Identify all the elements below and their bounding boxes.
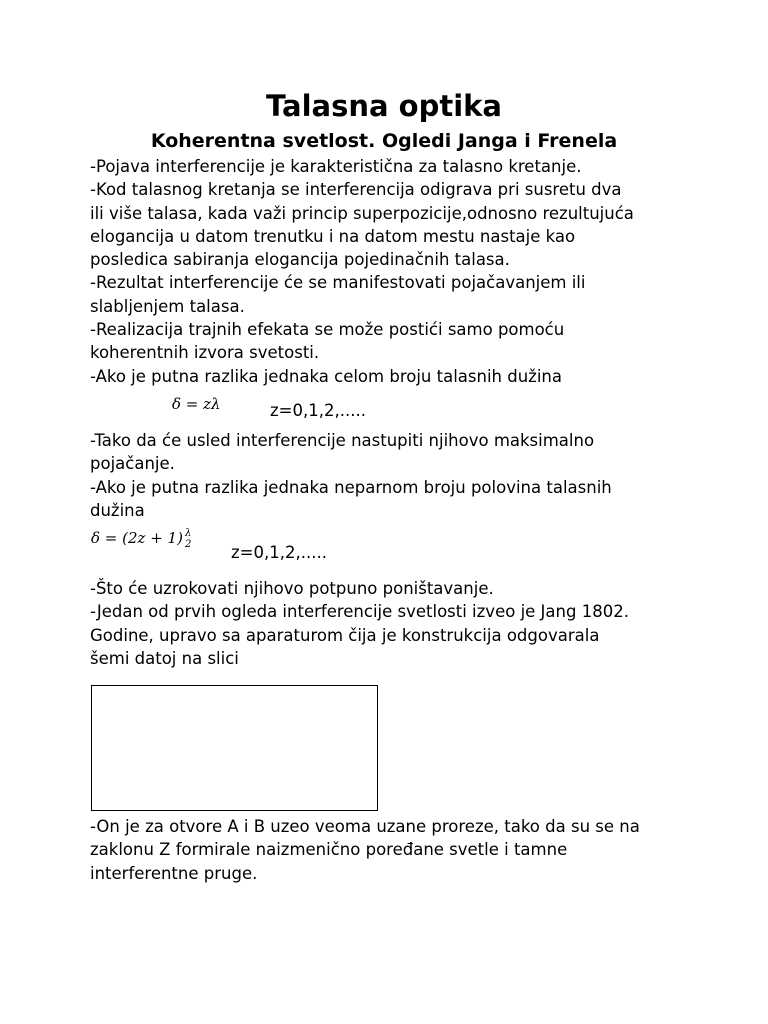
page-subtitle: Koherentna svetlost. Ogledi Janga i Frenela bbox=[150, 130, 618, 152]
formula-minimum-fraction bbox=[185, 528, 191, 550]
text-line: elogancija u datom trenutku i na datom mestu nastaje kao bbox=[90, 226, 576, 246]
formula-minimum-z-values: z=0,1,2,..... bbox=[231, 543, 327, 562]
paragraph-young bbox=[90, 577, 700, 670]
figure-placeholder bbox=[91, 685, 378, 811]
text-line: interferentne pruge. bbox=[90, 863, 258, 883]
fraction-numerator: λ bbox=[184, 528, 192, 539]
formula-minimum bbox=[91, 528, 191, 550]
text-line: -On je za otvore A i B uzeo veoma uzane proreze, tako da su se na bbox=[90, 817, 640, 836]
text-line: zaklonu Z formirale naizmenično poređane svetle i tamne bbox=[90, 840, 568, 860]
text-line: ili više talasa, kada važi princip superpozicije,odnosno rezultujuća bbox=[90, 203, 634, 223]
paragraph-slits bbox=[90, 815, 700, 885]
text-line: -Ako je putna razlika jednaka celom broju talasnih dužina bbox=[90, 366, 562, 386]
text-line: -Ako je putna razlika jednaka neparnom broju polovina talasnih bbox=[90, 477, 612, 497]
text-line: koherentnih izvora svetosti. bbox=[90, 343, 320, 363]
text-line: slabljenjem talasa. bbox=[90, 296, 245, 316]
text-line: Godine, upravo sa aparaturom čija je konstrukcija odgovarala bbox=[90, 625, 600, 645]
text-line: -Pojava interferencije je karakteristična za talasno kretanje. bbox=[90, 157, 582, 176]
text-line: -Jedan od prvih ogleda interferencije svetlosti izveo je Jang 1802. bbox=[90, 602, 629, 622]
text-line: dužina bbox=[90, 500, 145, 520]
paragraph-maximum bbox=[90, 429, 700, 522]
formula-maximum: δ = zλ bbox=[172, 395, 221, 413]
paragraph-intro bbox=[90, 155, 700, 388]
text-line: -Što će uzrokovati njihovo potpuno poništavanje. bbox=[90, 579, 494, 598]
page-title: Talasna optika bbox=[265, 89, 503, 123]
text-line: pojačanje. bbox=[90, 454, 175, 474]
text-line: šemi datoj na slici bbox=[90, 648, 239, 668]
text-line: posledica sabiranja elogancija pojedinačnih talasa. bbox=[90, 250, 510, 270]
text-line: -Kod talasnog kretanja se interferencija odigrava pri susretu dva bbox=[90, 180, 622, 200]
formula-minimum-expr: δ = (2z + 1) bbox=[91, 529, 183, 547]
text-line: -Rezultat interferencije će se manifestovati pojačavanjem ili bbox=[90, 273, 586, 293]
fraction-denominator: 2 bbox=[184, 539, 192, 550]
text-line: -Realizacija trajnih efekata se može postići samo pomoću bbox=[90, 320, 565, 340]
text-line: -Tako da će usled interferencije nastupiti njihovo maksimalno bbox=[90, 431, 595, 450]
formula-maximum-z-values: z=0,1,2,..... bbox=[270, 401, 366, 420]
